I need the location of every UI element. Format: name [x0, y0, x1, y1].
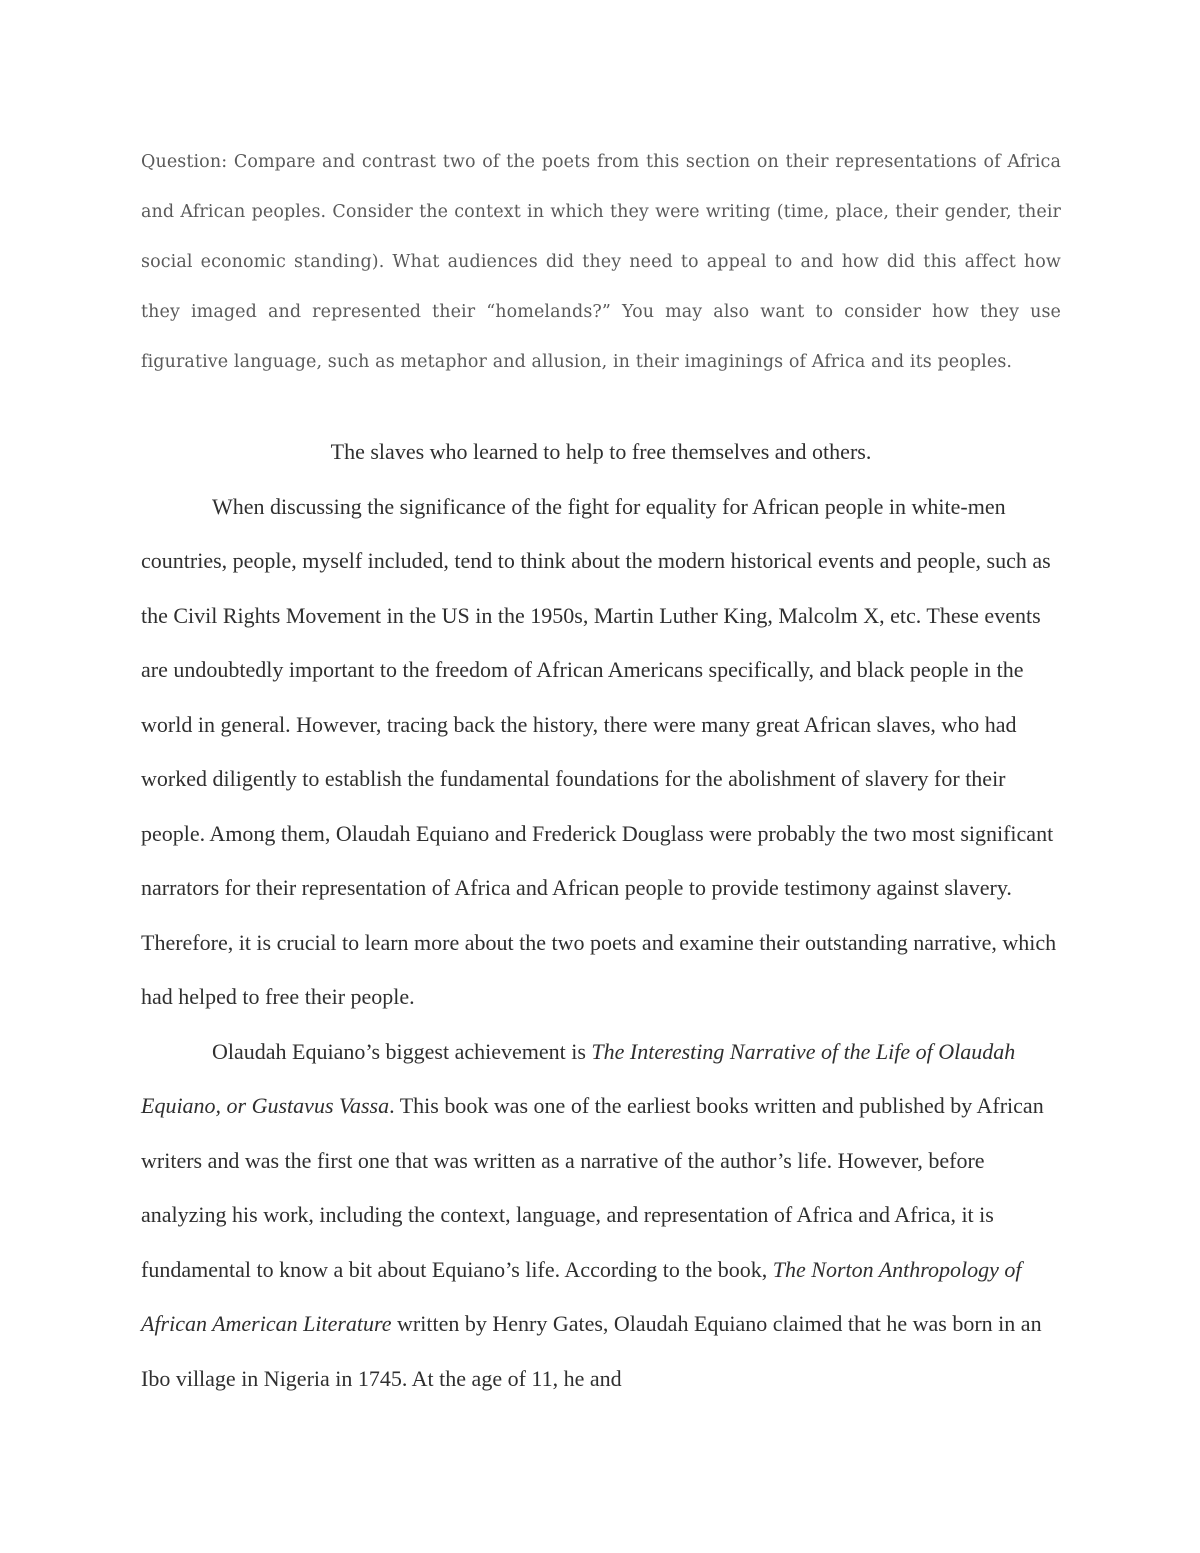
paragraph-2-text-middle: . This book was one of the earliest books written and published by African writers and was the first one that was written as a narrative of the author’s life. However, before analyzing his work, including the context, language, and representation of Africa and Africa, it is fundamental to know a bit about Equiano’s life. According to the book, [141, 1093, 1044, 1282]
essay-paragraph-2 [141, 1025, 1061, 1407]
essay-title: The slaves who learned to help to free themselves and others. [330, 439, 872, 464]
essay-paragraph-1: When discussing the significance of the fight for equality for African people in white-men countries, people, myself included, tend to think about the modern historical events and people, such as the Civil Rights Movement in the US in the 1950s, Martin Luther King, Malcolm X, etc. These events are undoubtedly important to the freedom of African Americans specifically, and black people in the world in general. However, tracing back the history, there were many great African slaves, who had worked diligently to establish the fundamental foundations for the abolishment of slavery for their people. Among them, Olaudah Equiano and Frederick Douglass were probably the two most significant narrators for their representation of Africa and African people to provide testimony against slavery. Therefore, it is crucial to learn more about the two poets and examine their outstanding narrative, which had helped to free their people. [141, 493, 1057, 1009]
essay-body [141, 425, 1061, 1406]
paragraph-2-text-start: Olaudah Equiano’s biggest achievement is [212, 1038, 592, 1064]
norton-anthology-title: The Norton Anthropology of African American Literature [141, 1256, 1022, 1336]
question-prompt: Question: Compare and contrast two of the poets from this section on their representations of Africa and African peoples. Consider the context in which they were writing (time, place, their gender, their social economic standing). What audiences did they need to appeal to and how did this affect how they imaged and represented their “homelands?” You may also want to consider how they use figurative language, such as metaphor and allusion, in their imaginings of Africa and its peoples. [141, 152, 1061, 372]
equiano-book-title: The Interesting Narrative of the Life of Olaudah Equiano, or Gustavus Vassa [141, 1038, 1016, 1118]
paragraph-2-text-end: written by Henry Gates, Olaudah Equiano claimed that he was born in an Ibo village in Nigeria in 1745. At the age of 11, he and [141, 1311, 1042, 1391]
